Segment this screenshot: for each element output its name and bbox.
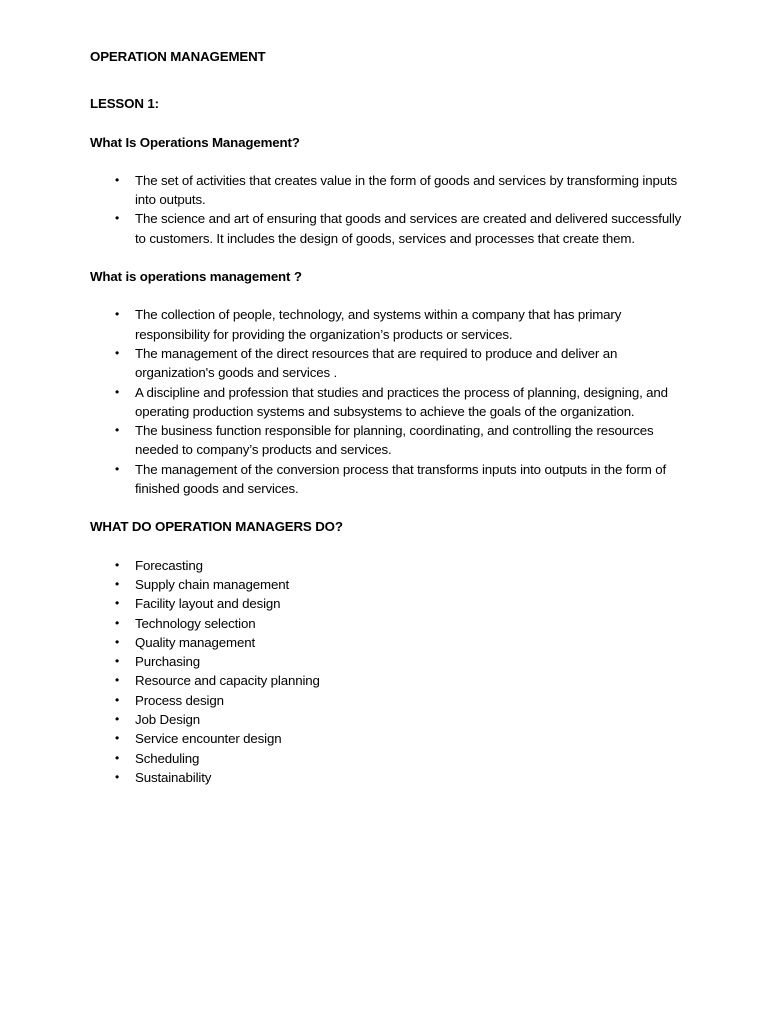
list-item — [90, 749, 690, 768]
responsibilities-list — [90, 556, 690, 788]
bullet-icon: • — [114, 461, 120, 476]
list-item-text: Scheduling — [135, 750, 200, 766]
list-item — [90, 556, 690, 575]
bullet-icon: • — [114, 692, 120, 707]
list-item-text: The management of the direct resources that are required to produce and deliver an organization's goods and services . — [135, 345, 618, 381]
list-item — [90, 171, 690, 210]
bullet-icon: • — [114, 634, 120, 649]
list-item — [90, 652, 690, 671]
list-item — [90, 305, 690, 344]
definition-list-2 — [90, 305, 690, 498]
list-item — [90, 575, 690, 594]
bullet-icon: • — [114, 307, 120, 322]
list-item — [90, 671, 690, 690]
list-item-text: Facility layout and design — [135, 596, 281, 612]
bullet-icon: • — [114, 172, 120, 187]
lesson-heading: LESSON 1: — [90, 96, 159, 112]
list-item — [90, 691, 690, 710]
list-item — [90, 729, 690, 748]
list-item-text: A discipline and profession that studies and practices the process of planning, designing, and operating production systems and subsystems to achieve the goals of the organization. — [135, 384, 668, 419]
bullet-icon: • — [114, 423, 120, 438]
section-heading-what-do-managers-do: WHAT DO OPERATION MANAGERS DO? — [90, 519, 343, 535]
bullet-icon: • — [114, 654, 120, 669]
list-item-text: Sustainability — [135, 769, 212, 785]
bullet-icon: • — [114, 211, 120, 226]
bullet-icon: • — [114, 731, 120, 746]
list-item — [90, 633, 690, 652]
section-heading-what-is-om: What Is Operations Management? — [90, 134, 300, 150]
list-item-text: Process design — [135, 692, 224, 708]
list-item-text: The science and art of ensuring that goods and services are created and delivered successfully to customers. It includes the design of goods, services and processes that create them. — [135, 211, 682, 246]
list-item — [90, 614, 690, 633]
list-item-text: Quality management — [135, 634, 255, 650]
list-item — [90, 421, 690, 460]
bullet-icon: • — [114, 596, 120, 611]
list-item — [90, 710, 690, 729]
document-title: OPERATION MANAGEMENT — [90, 49, 266, 64]
bullet-icon: • — [114, 750, 120, 765]
list-item — [90, 209, 690, 248]
bullet-icon: • — [114, 769, 120, 784]
bullet-icon: • — [114, 557, 120, 572]
list-item-text: The set of activities that creates value in the form of goods and services by transforming inputs into outputs. — [135, 172, 677, 208]
list-item-text: Service encounter design — [135, 731, 282, 747]
list-item — [90, 594, 690, 613]
list-item-text: The collection of people, technology, and systems within a company that has primary responsibility for providing the organization’s products or services. — [135, 307, 622, 342]
list-item — [90, 344, 690, 383]
bullet-icon: • — [114, 384, 120, 399]
list-item-text: The business function responsible for planning, coordinating, and controlling the resources needed to company’s products and services. — [135, 423, 654, 458]
list-item — [90, 768, 690, 787]
list-item-text: Forecasting — [135, 557, 203, 573]
section-heading-what-is-om-2: What is operations management ? — [90, 269, 302, 285]
list-item-text: Purchasing — [135, 654, 201, 670]
list-item-text: The management of the conversion process that transforms inputs into outputs in the form of finished goods and services. — [135, 461, 667, 497]
list-item-text: Technology selection — [135, 615, 256, 631]
bullet-icon: • — [114, 712, 120, 727]
list-item-text: Supply chain management — [135, 576, 289, 592]
document-body — [90, 47, 690, 806]
list-item — [90, 460, 690, 499]
list-item-text: Resource and capacity planning — [135, 673, 320, 689]
list-item-text: Job Design — [135, 712, 201, 728]
bullet-icon: • — [114, 615, 120, 630]
bullet-icon: • — [114, 673, 120, 688]
definition-list-1 — [90, 171, 690, 248]
bullet-icon: • — [114, 576, 120, 591]
bullet-icon: • — [114, 345, 120, 360]
list-item — [90, 383, 690, 422]
